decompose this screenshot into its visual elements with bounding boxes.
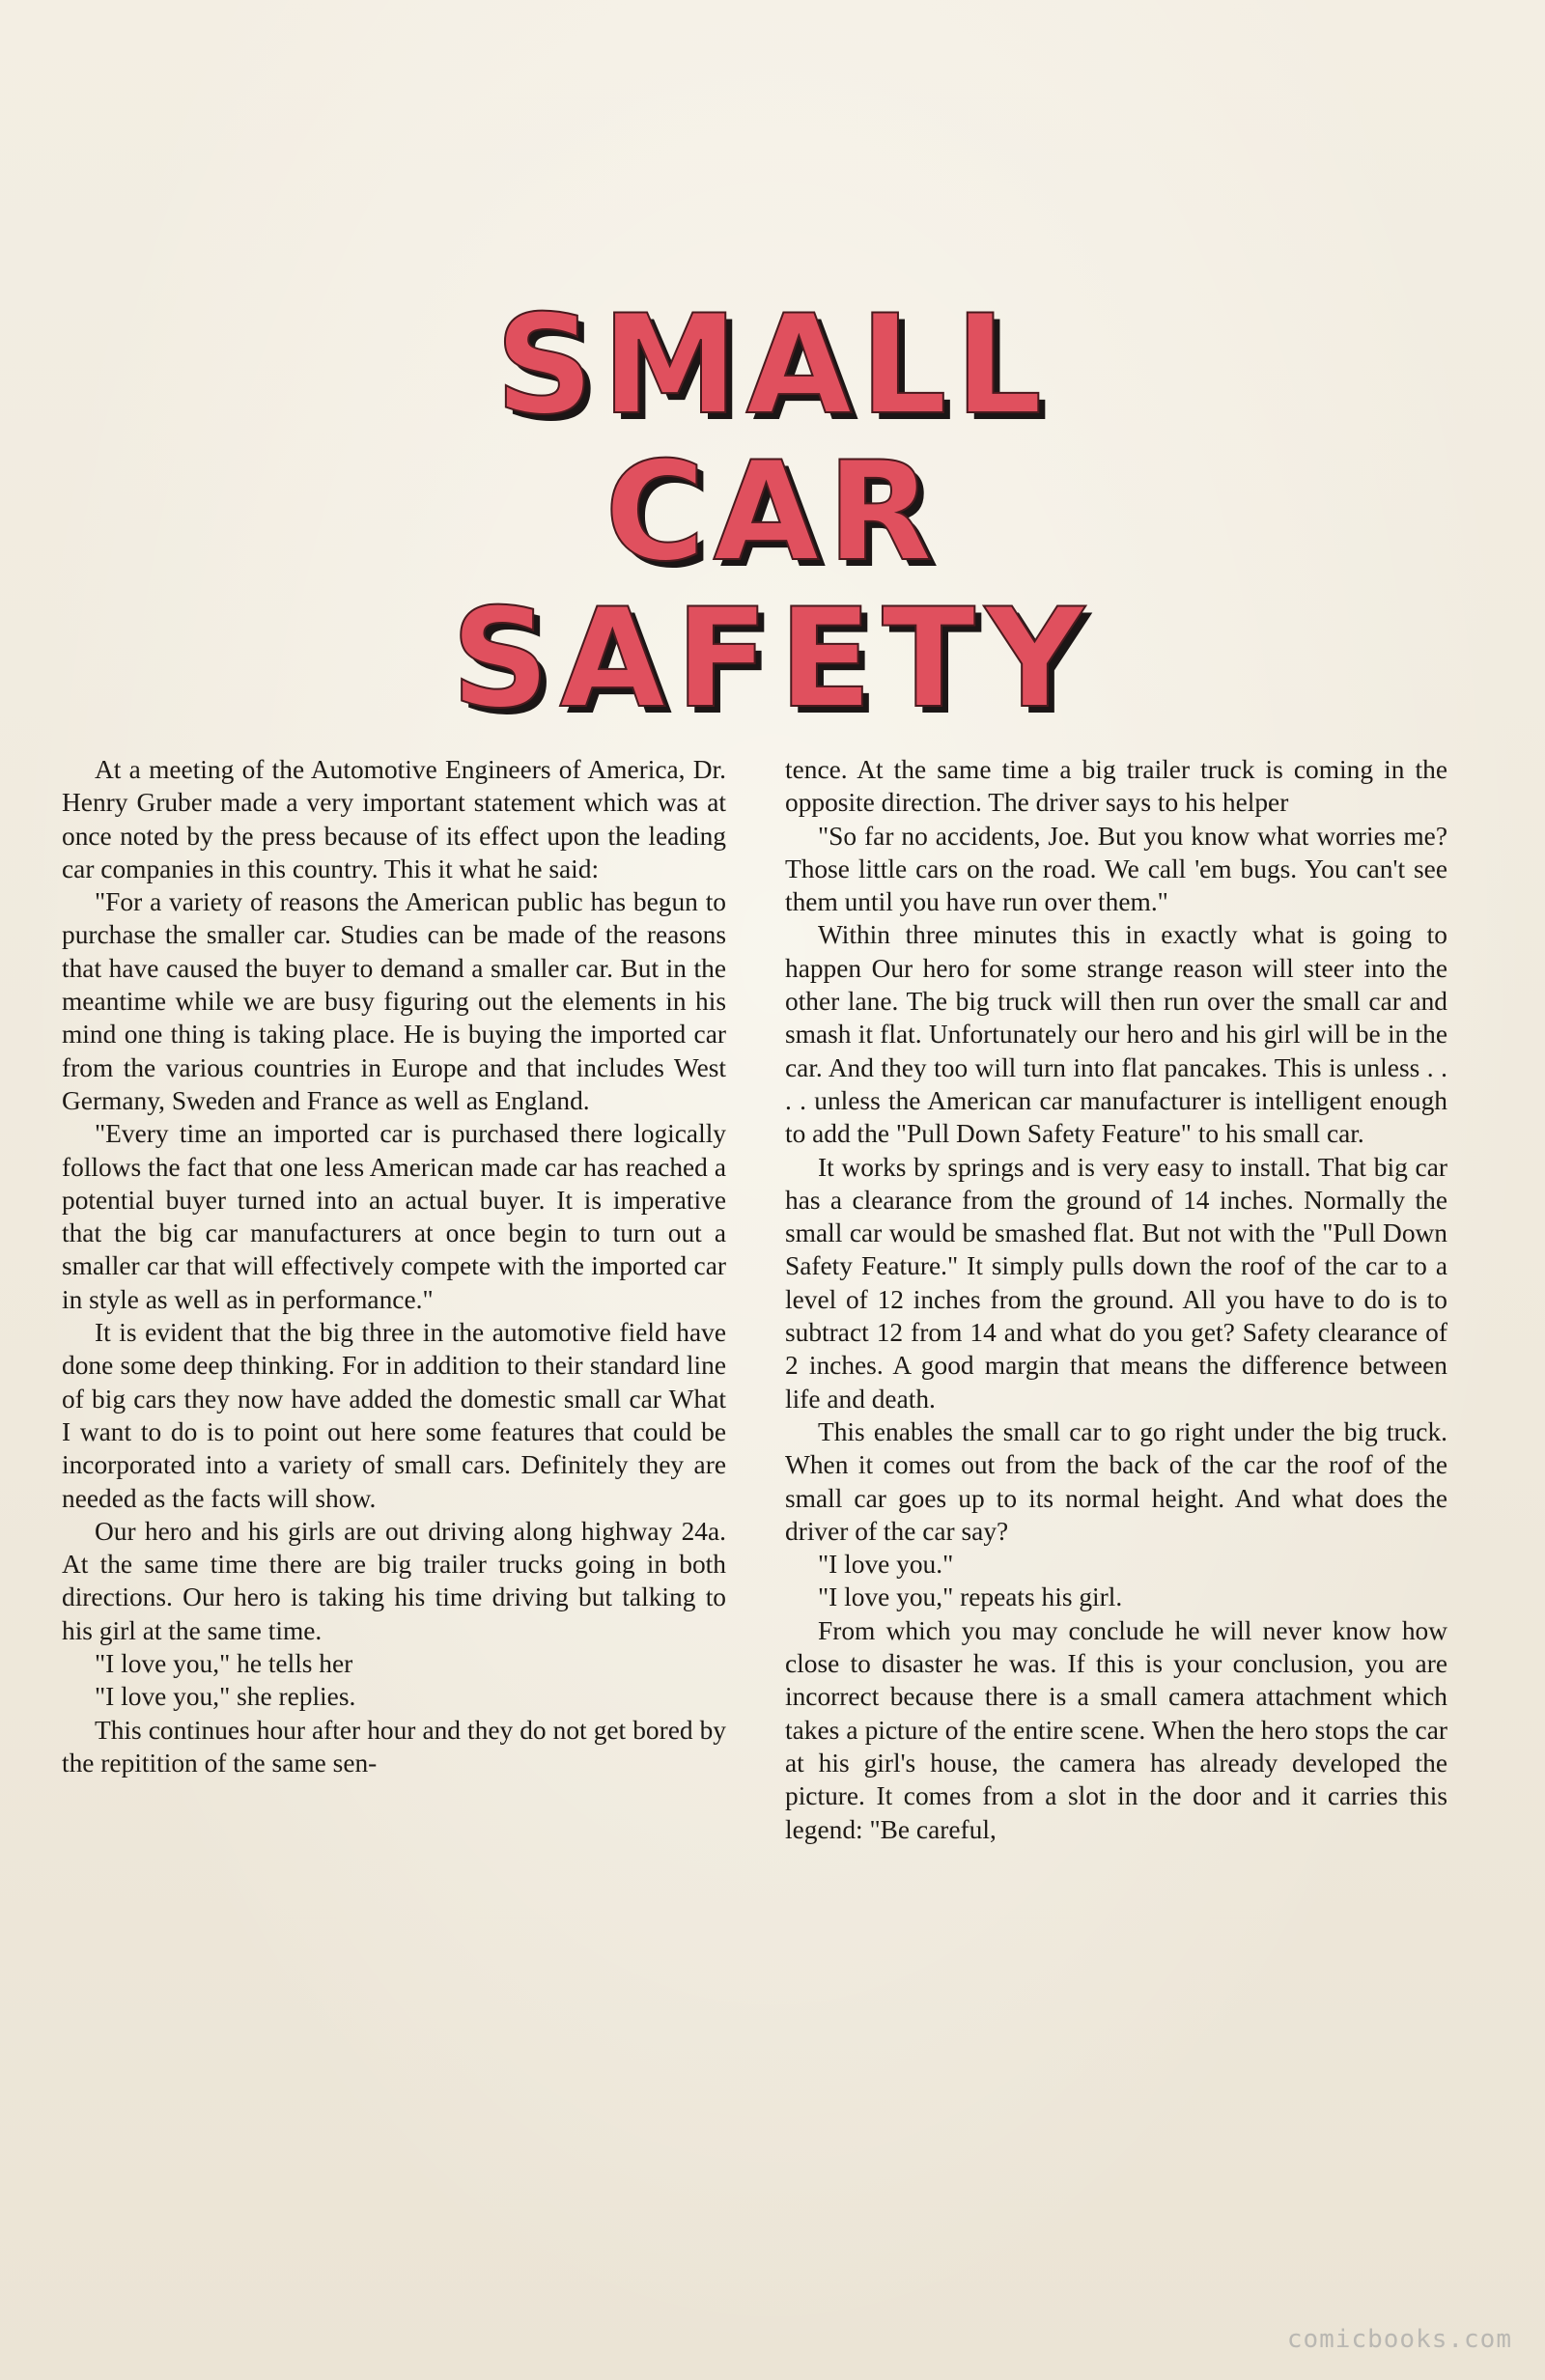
paragraph: This enables the small car to go right under the big truck. When it comes out from the back of the car the roof of the small car goes up to its normal height. And what does the driver of the car say?	[785, 1416, 1447, 1546]
paragraph: "So far no accidents, Joe. But you know what worries me? Those little cars on the road. We call 'em bugs. You can't see them until you have run over them."	[785, 821, 1447, 917]
paragraph: Within three minutes this in exactly what is going to happen Our hero for some strange reason will steer into the other lane. The big truck will then run over the small car and smash it flat. Unfortunately our hero and his girl will be in the car. And they too will turn into flat pancakes. This is unless . . . . unless the American car manufacturer is intelligent enough to add the "Pull Down Safety Feature" to his small car.	[785, 920, 1447, 1149]
watermark: comicbooks.com	[1286, 2325, 1512, 2354]
paragraph: "For a variety of reasons the American public has begun to purchase the smaller car. Studies can be made of the reasons that have caused the buyer to demand a smaller car. But in the meantime while we are busy figuring out the elements in his mind one thing is taking place. He is buying the imported car from the various countries in Europe and that includes West Germany, Sweden and France as well as England.	[62, 887, 726, 1115]
right-column	[785, 753, 1447, 1846]
paragraph: "I love you," she replies.	[95, 1682, 356, 1712]
paragraph: "I love you," repeats his girl.	[818, 1582, 1123, 1612]
title-line-2: CAR	[604, 433, 941, 593]
paragraph: This continues hour after hour and they do not get bored by the repitition of the same sen-	[62, 1715, 726, 1778]
paragraph: "I love you."	[818, 1550, 954, 1580]
paragraph: At a meeting of the Automotive Engineers of America, Dr. Henry Gruber made a very important statement which was at once noted by the press because of its effect upon the leading car companies in this country. This it what he said:	[62, 755, 726, 883]
paragraph: "I love you," he tells her	[95, 1649, 353, 1679]
paragraph: It works by springs and is very easy to install. That big car has a clearance from the ground of 14 inches. Normally the small car would be smashed flat. But not with the "Pull Down Safety Feature." It simply pulls down the roof of the car to a level of 12 inches from the ground. All you have to do is to subtract 12 from 14 and what do you get? Safety clearance of 2 inches. A good margin that means the difference between life and death.	[785, 1152, 1447, 1414]
paragraph: Our hero and his girls are out driving along highway 24a. At the same time there are big trailer trucks going in both directions. Our hero is taking his time driving but talking to his girl at the same time.	[62, 1516, 726, 1645]
left-column	[62, 753, 726, 1779]
title-line-3: SAFETY	[451, 579, 1094, 740]
paragraph: "Every time an imported car is purchased there logically follows the fact that one less American made car has reached a potential buyer turned into an actual buyer. It is imperative that the big car manufacturers at once begin to turn out a smaller car that will effectively compete with the imported car in style as well as in performance."	[62, 1119, 726, 1314]
paragraph: It is evident that the big three in the automotive field have done some deep thinking. For in addition to their standard line of big cars they now have added the domestic small car What I want to do is to point out here some features that could be incorporated into a variety of small cars. Definitely they are needed as the facts will show.	[62, 1318, 726, 1513]
article-title	[0, 286, 1545, 740]
paragraph-continuation: tence. At the same time a big trailer truck is coming in the opposite direction. The driver says to his helper	[785, 755, 1447, 818]
title-line-1: SMALL	[494, 286, 1051, 446]
paragraph: From which you may conclude he will never know how close to disaster he was. If this is your conclusion, you are incorrect because there is a small camera attachment which takes a picture of the entire scene. When the hero stops the car at his girl's house, the camera has already developed the picture. It comes from a slot in the door and it carries this legend: "Be careful,	[785, 1615, 1447, 1844]
